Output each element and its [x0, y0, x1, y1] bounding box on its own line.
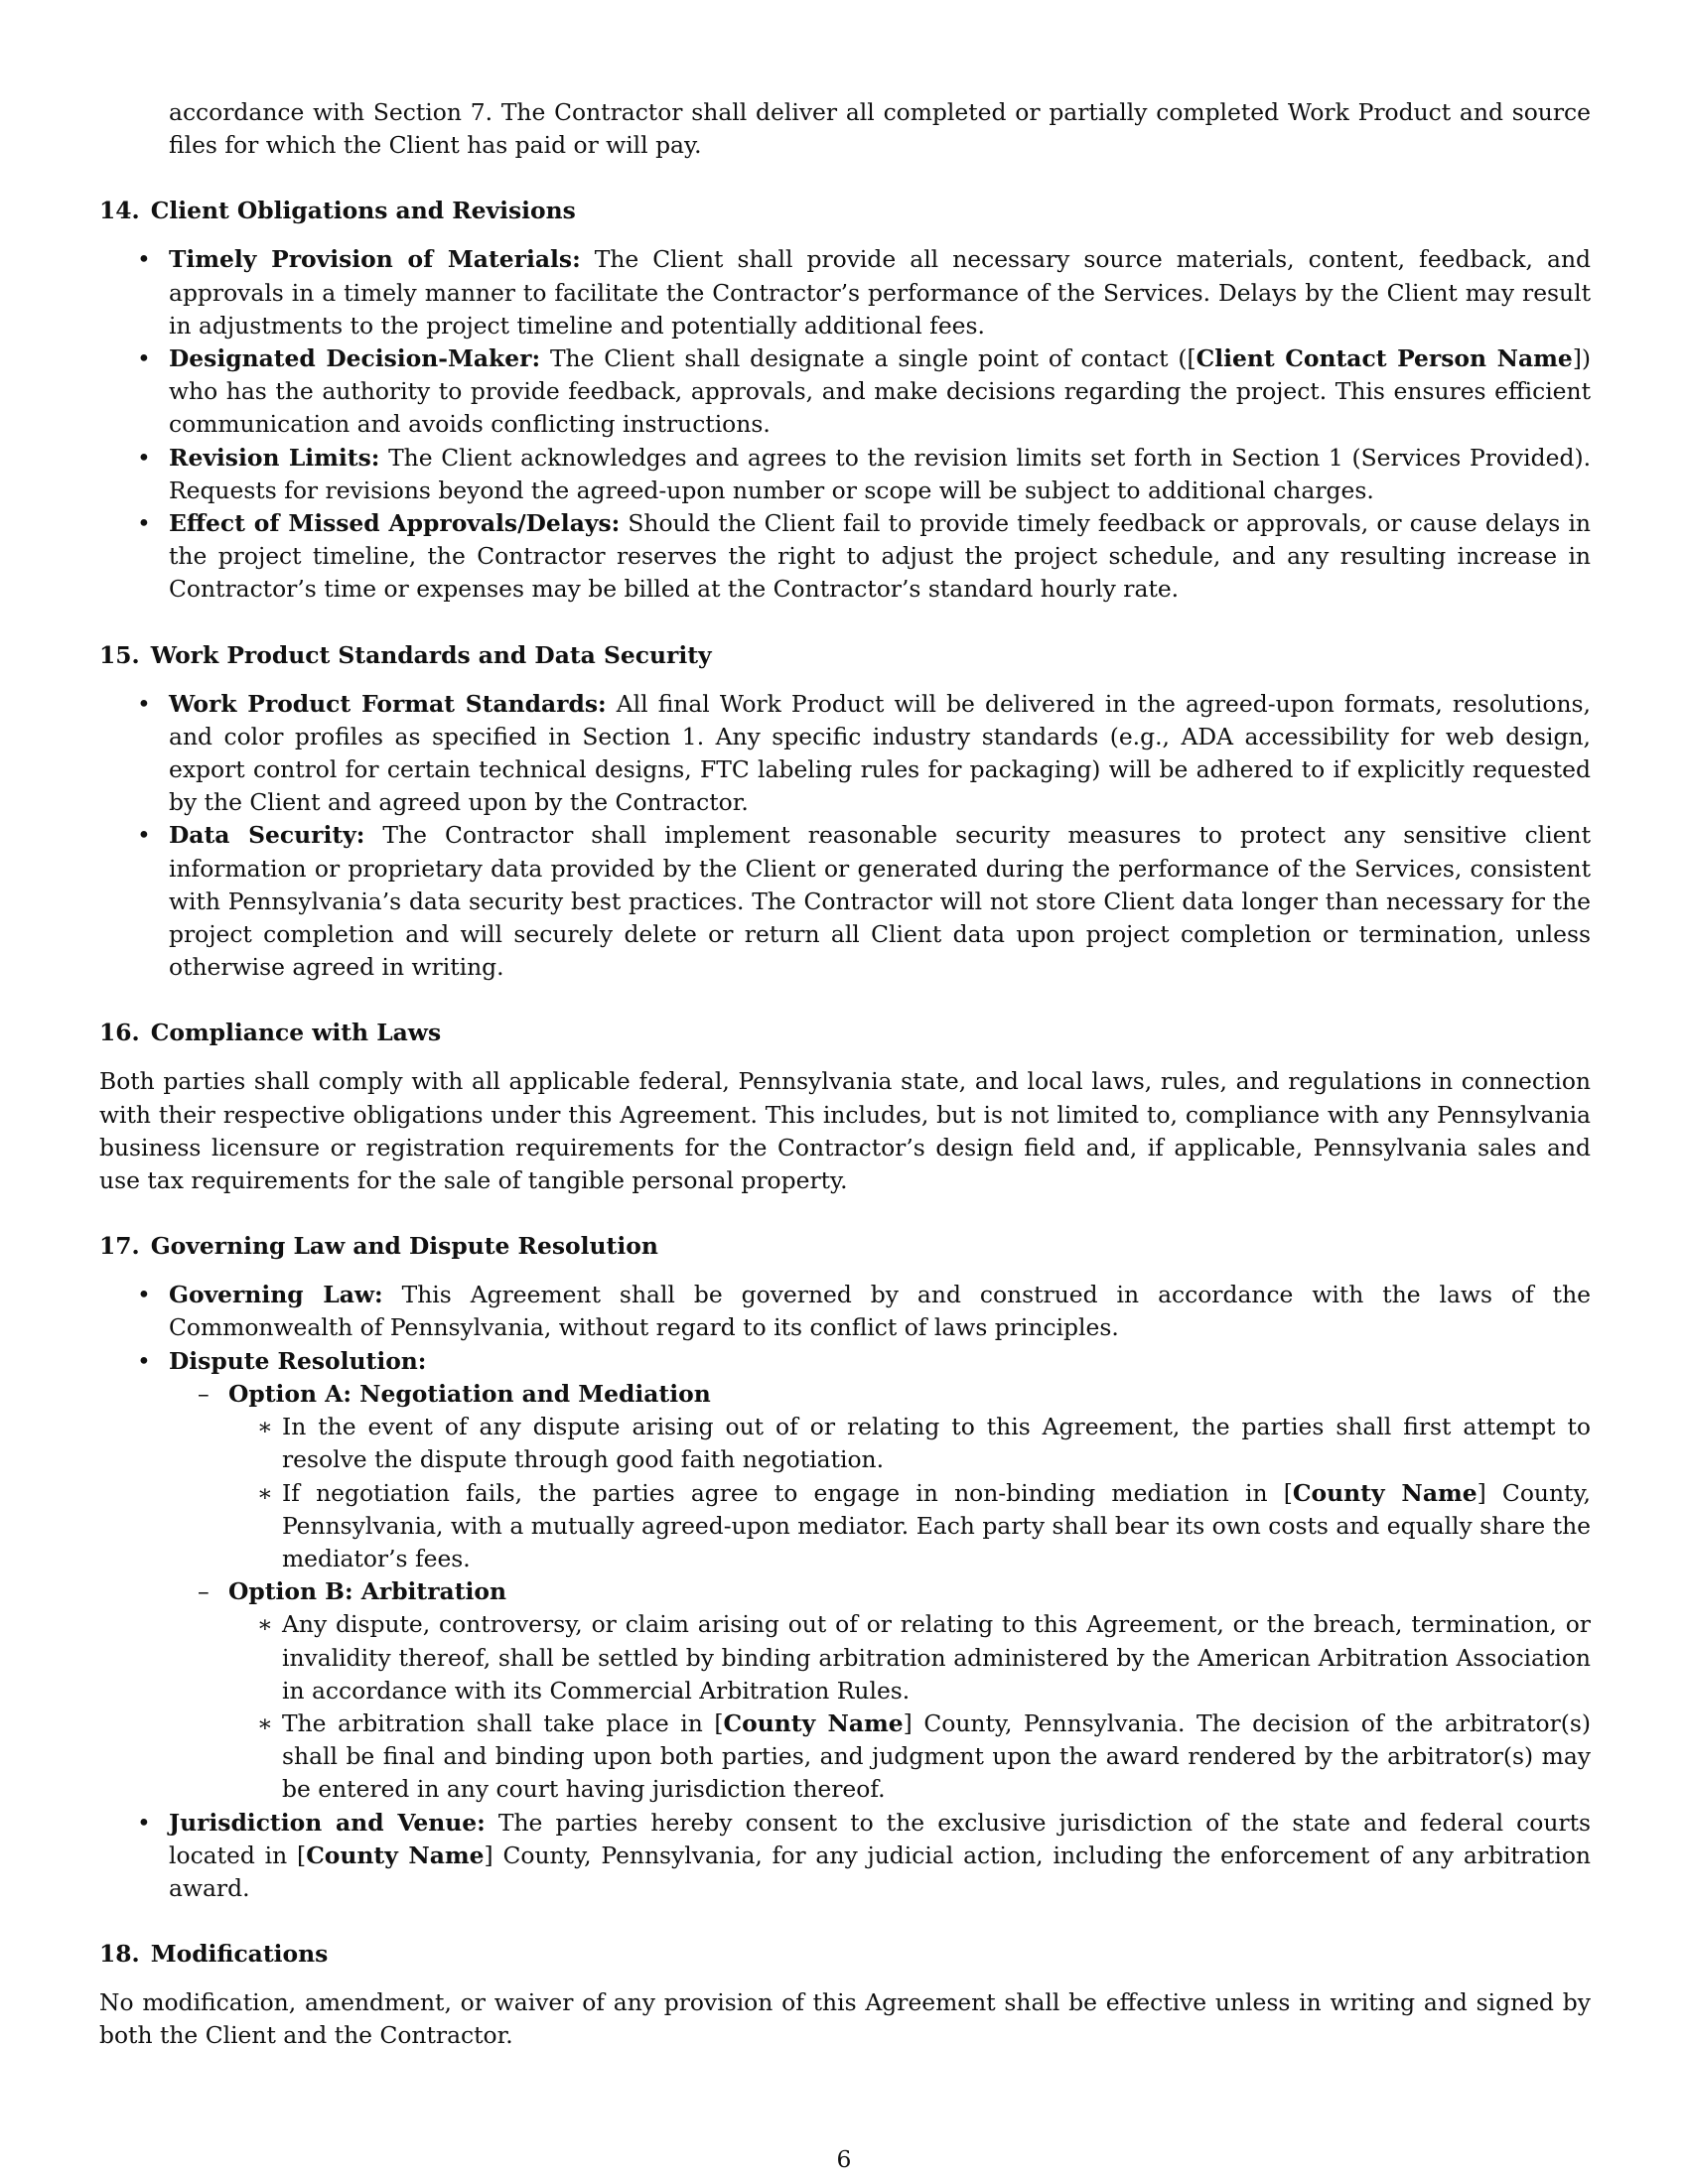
item-text: The parties hereby consent to the exclusive jurisdiction of the state and federal courts located in [ — [169, 1808, 1591, 1869]
option-a-list — [228, 1411, 1591, 1575]
star-marker: ∗ — [257, 1610, 273, 1639]
item-label: Designated Decision-Maker: — [169, 344, 541, 373]
section-number: 14. — [99, 197, 140, 225]
list-item — [99, 1807, 1591, 1906]
item-text: If negotiation fails, the parties agree to engage in non-binding mediation in [ — [282, 1478, 1293, 1507]
placeholder-field: County Name — [1292, 1478, 1477, 1507]
option-b-list — [228, 1608, 1591, 1806]
section-title: Modifications — [150, 1940, 329, 1969]
sub-item — [228, 1608, 1591, 1707]
section-title: Compliance with Laws — [150, 1019, 442, 1047]
bullet-marker: • — [137, 245, 151, 274]
section-15-heading — [99, 639, 1591, 672]
list-item — [99, 442, 1591, 507]
section-title: Governing Law and Dispute Resolution — [150, 1232, 658, 1261]
bullet-marker: • — [137, 821, 151, 850]
document-body — [99, 96, 1591, 2053]
dash-marker: – — [198, 1577, 210, 1606]
bullet-marker: • — [137, 689, 151, 718]
bullet-marker: • — [137, 344, 151, 373]
item-text: All final Work Product will be delivered in the agreed-upon formats, resolutions, and color profiles as specified in Section 1. Any specific industry standards (e.g., ADA accessibility for web design, export control for certain technical designs, FTC labeling rules for packaging) will be adhered to if explicitly requested by the Client and agreed upon by the Contractor. — [169, 689, 1591, 817]
item-text: Should the Client fail to provide timely feedback or approvals, or cause delays in the project timeline, the Contractor reserves the right to adjust the project schedule, and any resulting increase in Contractor’s time or expenses may be billed at the Contractor’s standard hourly rate. — [169, 509, 1591, 604]
option-item — [169, 1378, 1591, 1575]
section-number: 18. — [99, 1940, 140, 1969]
section-title: Client Obligations and Revisions — [150, 197, 576, 225]
bullet-marker: • — [137, 443, 151, 472]
sub-item — [228, 1477, 1591, 1576]
item-text: The Client acknowledges and agrees to the revision limits set forth in Section 1 (Services Provided). Requests for revisions beyond the agreed-upon number or scope will be subject to additional charges. — [169, 443, 1591, 504]
item-text: ] County, Pennsylvania. The decision of the arbitrator(s) shall be final and binding upon both parties, and judgment upon the award rendered by the arbitrator(s) may be entered in any court having jurisdiction thereof. — [282, 1708, 1592, 1804]
section-14-list — [99, 243, 1591, 606]
section-number: 17. — [99, 1232, 140, 1261]
section-15-list — [99, 688, 1591, 985]
item-text: ] County, Pennsylvania, with a mutually agreed-upon mediator. Each party shall bear its own costs and equally share the mediator’s fees. — [282, 1478, 1591, 1572]
list-item — [99, 507, 1591, 607]
item-text: ]) who has the authority to provide feedback, approvals, and make decisions regarding the project. This ensures efficient communication and avoids conflicting instructions. — [169, 344, 1591, 439]
section-18-body: No modification, amendment, or waiver of any provision of this Agreement shall be effective unless in writing and signed by both the Client and the Contractor. — [99, 1988, 1591, 2050]
item-label: Timely Provision of Materials: — [169, 245, 581, 274]
bullet-marker: • — [137, 1808, 151, 1837]
section-14-heading — [99, 195, 1591, 227]
option-label: Option B: Arbitration — [228, 1577, 507, 1606]
item-label: Data Security: — [169, 821, 365, 850]
bullet-marker: • — [137, 1281, 151, 1309]
list-item — [99, 1345, 1591, 1807]
dash-marker: – — [198, 1379, 210, 1408]
sub-item — [228, 1707, 1591, 1807]
list-item — [99, 243, 1591, 342]
option-label: Option A: Negotiation and Mediation — [228, 1379, 711, 1408]
placeholder-field: Client Contact Person Name — [1196, 344, 1573, 373]
item-label: Revision Limits: — [169, 443, 380, 472]
item-label: Jurisdiction and Venue: — [169, 1808, 486, 1837]
bullet-marker: • — [137, 509, 151, 538]
item-text: The Contractor shall implement reasonable security measures to protect any sensitive client information or proprietary data provided by the Client or generated during the performance of the Services, consistent with Pennsylvania’s data security best practices. The Contractor will not store Client data longer than necessary for the project completion and will securely delete or return all Client data upon project completion or termination, unless otherwise agreed in writing. — [169, 821, 1591, 982]
section-17-list — [99, 1279, 1591, 1905]
section-16-heading — [99, 1017, 1591, 1049]
item-text: In the event of any dispute arising out of or relating to this Agreement, the parties shall first attempt to resolve the dispute through good faith negotiation. — [282, 1413, 1591, 1474]
page-number: 6 — [836, 2145, 852, 2173]
item-label: Governing Law: — [169, 1281, 383, 1309]
bullet-marker: • — [137, 1346, 151, 1375]
item-text: This Agreement shall be governed by and construed in accordance with the laws of the Commonwealth of Pennsylvania, without regard to its conflict of laws principles. — [169, 1281, 1591, 1342]
section-16-body: Both parties shall comply with all applicable federal, Pennsylvania state, and local laws, rules, and regulations in connection with their respective obligations under this Agreement. This includes, but is not limited to, compliance with any Pennsylvania business licensure or registration requirements for the Contractor’s design field and, if applicable, Pennsylvania sales and use tax requirements for the sale of tangible personal property. — [99, 1067, 1591, 1195]
option-item — [169, 1575, 1591, 1806]
item-text: ] County, Pennsylvania, for any judicial action, including the enforcement of any arbitration award. — [169, 1841, 1591, 1902]
list-item — [99, 819, 1591, 984]
item-label: Dispute Resolution: — [169, 1346, 427, 1375]
placeholder-field: County Name — [723, 1708, 904, 1737]
item-text: The Client shall designate a single point of contact ([ — [549, 344, 1196, 373]
section-18-heading — [99, 1938, 1591, 1971]
star-marker: ∗ — [257, 1478, 273, 1507]
star-marker: ∗ — [257, 1413, 273, 1441]
list-item — [99, 1279, 1591, 1344]
item-text: The arbitration shall take place in [ — [282, 1708, 724, 1737]
sub-item — [228, 1411, 1591, 1476]
section-number: 16. — [99, 1019, 140, 1047]
section-title: Work Product Standards and Data Security — [150, 640, 712, 669]
list-item — [99, 342, 1591, 442]
continuation-paragraph: accordance with Section 7. The Contractor shall deliver all completed or partially completed Work Product and source files for which the Client has paid or will pay. — [169, 98, 1591, 160]
star-marker: ∗ — [257, 1708, 273, 1737]
item-text: Any dispute, controversy, or claim arising out of or relating to this Agreement, or the breach, termination, or invalidity thereof, shall be settled by binding arbitration administered by the American Arbitration Association in accordance with its Commercial Arbitration Rules. — [282, 1610, 1591, 1705]
item-label: Work Product Format Standards: — [169, 689, 607, 718]
dispute-options-list — [169, 1378, 1591, 1807]
section-number: 15. — [99, 640, 140, 669]
placeholder-field: County Name — [306, 1841, 485, 1869]
list-item — [99, 688, 1591, 820]
section-17-heading — [99, 1230, 1591, 1263]
item-text: The Client shall provide all necessary source materials, content, feedback, and approvals in a timely manner to facilitate the Contractor’s performance of the Services. Delays by the Client may result in adjustments to the project timeline and potentially additional fees. — [169, 245, 1592, 340]
item-label: Effect of Missed Approvals/Delays: — [169, 509, 621, 538]
